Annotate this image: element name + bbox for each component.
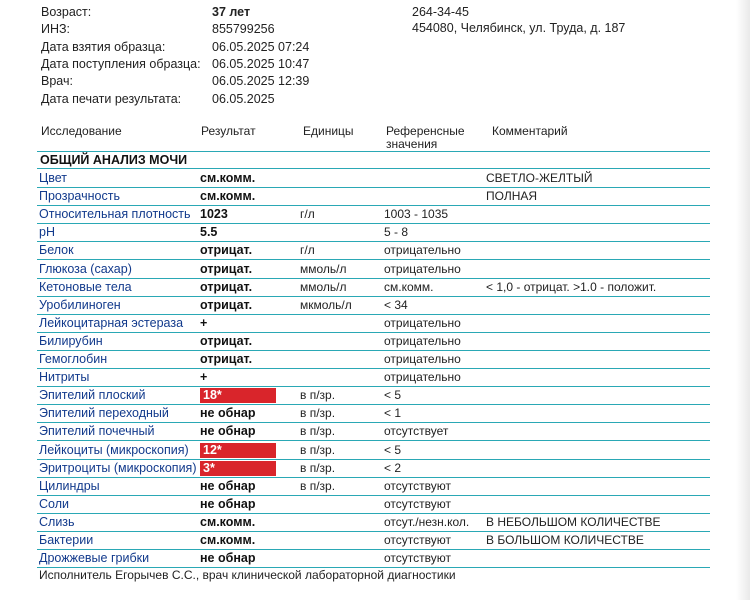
reference-value: < 34 xyxy=(384,297,408,312)
reference-value: отрицательно xyxy=(384,261,461,276)
result-value: отрицат. xyxy=(200,279,253,294)
test-name: Дрожжевые грибки xyxy=(39,551,150,566)
table-row xyxy=(0,405,750,423)
table-row xyxy=(0,369,750,387)
table-row xyxy=(0,188,750,206)
table-row xyxy=(0,315,750,333)
sample-taken-value: 06.05.2025 07:24 xyxy=(212,40,310,54)
table-row xyxy=(0,460,750,478)
table-row xyxy=(0,224,750,242)
unit-value: ммоль/л xyxy=(300,261,347,276)
test-name: Цвет xyxy=(39,171,68,185)
reference-value: 5 - 8 xyxy=(384,225,409,240)
result-value: см.комм. xyxy=(200,533,256,547)
reference-value: отрицательно xyxy=(384,243,461,258)
test-name: Цилиндры xyxy=(39,478,100,493)
result-value: не обнар xyxy=(200,496,256,511)
inz-label: ИНЗ: xyxy=(41,22,71,36)
reference-value: < 5 xyxy=(384,442,402,457)
test-name: Эпителий переходный xyxy=(39,406,169,421)
test-name: Глюкоза (сахар) xyxy=(39,261,132,276)
table-row xyxy=(0,442,750,460)
age-value: 37 лет xyxy=(212,5,251,19)
column-reference xyxy=(386,125,465,151)
inz-value: 855799256 xyxy=(212,22,275,36)
table-row xyxy=(0,261,750,279)
comment-value: ПОЛНАЯ xyxy=(486,189,538,204)
result-value-flagged: 18* xyxy=(200,388,276,403)
unit-value: в п/зр. xyxy=(300,442,336,457)
test-name: Лейкоциты (микроскопия) xyxy=(39,442,189,457)
doctor-label: Врач: xyxy=(41,74,73,88)
column-result: Результат xyxy=(201,124,256,138)
table-row xyxy=(0,333,750,351)
test-name: Лейкоцитарная эстераза xyxy=(39,315,184,330)
test-name: Билирубин xyxy=(39,333,103,348)
column-reference-line2: значения xyxy=(386,137,438,151)
reference-value: отрицательно xyxy=(384,352,461,366)
section-title: ОБЩИЙ АНАЛИЗ МОЧИ xyxy=(40,153,188,167)
test-name: Бактерии xyxy=(39,533,94,547)
table-row xyxy=(0,206,750,224)
result-value: см.комм. xyxy=(200,171,256,185)
test-name: Кетоновые тела xyxy=(39,279,132,294)
unit-value: мкмоль/л xyxy=(300,297,352,312)
table-row xyxy=(0,532,750,550)
reference-value: < 1 xyxy=(384,406,402,421)
sample-taken-label: Дата взятия образца: xyxy=(41,40,166,54)
comment-value: В БОЛЬШОМ КОЛИЧЕСТВЕ xyxy=(486,533,644,547)
reference-value: отсутствуют xyxy=(384,496,451,511)
print-date-value: 06.05.2025 xyxy=(212,92,275,106)
unit-value: в п/зр. xyxy=(300,388,336,403)
unit-value: г/л xyxy=(300,207,315,222)
reference-value: отсутствуют xyxy=(384,551,451,566)
test-name: Соли xyxy=(39,496,69,511)
sample-received-label: Дата поступления образца: xyxy=(41,57,201,71)
doctor-value: 06.05.2025 12:39 xyxy=(212,74,310,88)
table-row xyxy=(0,550,750,568)
reference-value: см.комм. xyxy=(384,279,434,294)
age-label: Возраст: xyxy=(41,5,92,19)
table-row xyxy=(0,351,750,369)
result-value: см.комм. xyxy=(200,514,256,529)
result-value: отрицат. xyxy=(200,297,253,312)
lab-address: 454080, Челябинск, ул. Труда, д. 187 xyxy=(412,21,626,35)
column-test: Исследование xyxy=(41,124,122,138)
unit-value: ммоль/л xyxy=(300,279,347,294)
result-value: не обнар xyxy=(200,478,256,493)
result-value: отрицат. xyxy=(200,243,253,258)
test-name: Слизь xyxy=(39,514,75,529)
test-name: pH xyxy=(39,225,55,240)
reference-value: отсутствуют xyxy=(384,533,451,547)
result-value: см.комм. xyxy=(200,189,256,204)
column-units: Единицы xyxy=(303,124,354,138)
table-row xyxy=(0,496,750,514)
table-row xyxy=(0,387,750,405)
section-divider xyxy=(37,168,710,169)
test-name: Гемоглобин xyxy=(39,352,108,366)
result-value: + xyxy=(200,370,208,385)
lab-phone: 264-34-45 xyxy=(412,5,469,19)
result-value: 1023 xyxy=(200,207,228,222)
reference-value: отсут./незн.кол. xyxy=(384,514,470,529)
reference-value: отрицательно xyxy=(384,315,461,330)
test-name: Прозрачность xyxy=(39,189,120,204)
table-row xyxy=(0,242,750,260)
unit-value: г/л xyxy=(300,243,315,258)
result-value: отрицат. xyxy=(200,261,253,276)
result-value: отрицат. xyxy=(200,352,253,366)
test-name: Белок xyxy=(39,243,74,258)
result-value: отрицат. xyxy=(200,333,253,348)
reference-value: отсутствует xyxy=(384,424,449,439)
table-row xyxy=(0,297,750,315)
column-reference-line1: Референсные xyxy=(386,124,465,138)
table-row xyxy=(0,478,750,496)
unit-value: в п/зр. xyxy=(300,478,336,493)
result-value: + xyxy=(200,315,208,330)
result-value-flagged: 12* xyxy=(200,443,276,458)
result-value: 5.5 xyxy=(200,225,218,240)
test-name: Нитриты xyxy=(39,370,90,385)
reference-value: 1003 - 1035 xyxy=(384,207,449,222)
result-value: не обнар xyxy=(200,424,256,439)
unit-value: в п/зр. xyxy=(300,406,336,421)
reference-value: < 5 xyxy=(384,388,402,403)
reference-value: отрицательно xyxy=(384,370,461,385)
test-name: Относительная плотность xyxy=(39,207,191,222)
reference-value: < 2 xyxy=(384,460,402,475)
result-value: не обнар xyxy=(200,551,256,566)
test-name: Эпителий плоский xyxy=(39,388,146,403)
table-row xyxy=(0,279,750,297)
footer-executor: Исполнитель Егорычев С.С., врач клинической лабораторной диагностики xyxy=(39,568,456,582)
unit-value: в п/зр. xyxy=(300,424,336,439)
print-date-label: Дата печати результата: xyxy=(41,92,182,106)
test-name: Эритроциты (микроскопия) xyxy=(39,460,197,475)
reference-value: отрицательно xyxy=(384,333,461,348)
reference-value: отсутствуют xyxy=(384,478,451,493)
result-value-flagged: 3* xyxy=(200,461,276,476)
comment-value: В НЕБОЛЬШОМ КОЛИЧЕСТВЕ xyxy=(486,514,661,529)
unit-value: в п/зр. xyxy=(300,460,336,475)
comment-value: < 1,0 - отрицат. >1.0 - положит. xyxy=(486,279,657,294)
table-row xyxy=(0,423,750,441)
header-divider xyxy=(37,151,710,152)
result-value: не обнар xyxy=(200,406,256,421)
table-row xyxy=(0,170,750,188)
sample-received-value: 06.05.2025 10:47 xyxy=(212,57,310,71)
comment-value: СВЕТЛО-ЖЕЛТЫЙ xyxy=(486,171,593,185)
column-comment: Комментарий xyxy=(492,124,568,138)
table-row xyxy=(0,514,750,532)
test-name: Уробилиноген xyxy=(39,297,121,312)
test-name: Эпителий почечный xyxy=(39,424,155,439)
